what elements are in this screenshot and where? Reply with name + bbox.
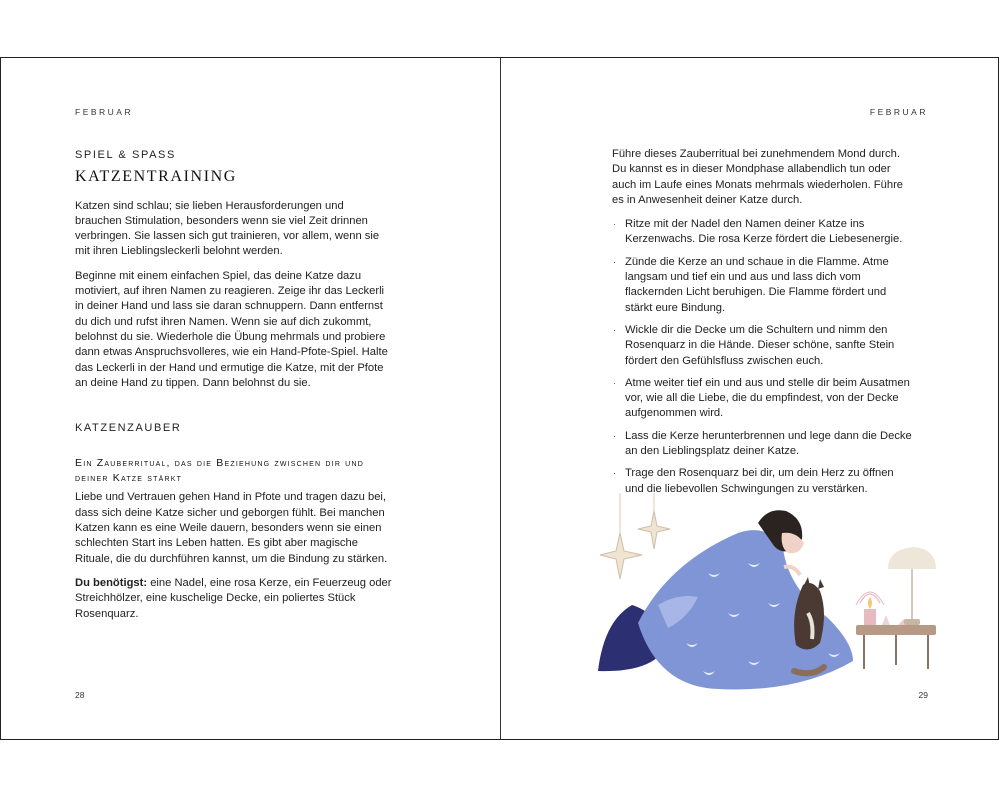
left-page (1, 58, 500, 739)
page-number-right: 29 (918, 690, 928, 700)
bullet-icon: · (613, 430, 616, 441)
left-column (75, 148, 393, 631)
ritual-subheading: Ein Zauberritual, das die Beziehung zwischen dir und deiner Katze stärkt (75, 457, 364, 485)
table-icon (856, 625, 936, 669)
ritual-paragraph: Liebe und Vertrauen gehen Hand in Pfote und tragen dazu bei, dass sich deine Katze sicher und geborgen fühlt. Bei manchen Katzen kann es eine Weile dauern, besonders wenn sie einen schlechten Start ins Leben hatten. Es gibt aber magische Rituale, die du durchführen kannst, um die Bindung zu stärken. (75, 491, 388, 565)
bullet-icon: · (613, 219, 616, 230)
list-item: · Trage den Rosenquarz bei dir, um dein Herz zu öffnen und die liebevollen Schwingungen zu verstärken. (613, 467, 894, 495)
lamp-icon (888, 547, 936, 625)
section-heading: KATZENZAUBER (75, 422, 182, 435)
bullet-icon: · (613, 256, 616, 267)
candle-icon (856, 592, 884, 625)
running-head-left: FEBRUAR (75, 107, 134, 117)
bullet-icon: · (613, 468, 616, 479)
list-item: · Wickle dir die Decke um die Schultern und nimm den Rosenquarz in die Hände. Dieser schöne, sanfte Stein fördert den Gefühlsfluss zwischen euch. (613, 323, 895, 367)
ritual-intro: Führe dieses Zauberritual bei zunehmendem Mond durch. Du kannst es in dieser Mondphase allabendlich tun oder auch im Laufe eines Monats mehrmals wiederholen. Führe es in Anwesenheit deiner Katze durch. (612, 148, 904, 206)
list-item: · Lass die Kerze herunterbrennen und lege dann die Decke an den Lieblingsplatz deiner Katze. (613, 429, 912, 458)
intro-paragraph: Katzen sind schlau; sie lieben Herausforderungen und brauchen Stimulation, besonders wenn sie viel Zeit drinnen verbringen. Sie lassen sich gut trainieren, vor allem, wenn sie mit ihren Lieblingsleckerli belohnt werden. (75, 199, 380, 258)
list-item: · Atme weiter tief ein und aus und stelle dir beim Ausatmen vor, wie all die Liebe, die du empfindest, von der Decke aufgenommen wird. (613, 376, 910, 420)
star-icon (638, 493, 670, 549)
bullet-icon: · (613, 324, 616, 335)
page-number-left: 28 (75, 690, 85, 700)
ritual-steps (612, 217, 912, 497)
ritual-illustration (598, 493, 938, 693)
section-kicker: SPIEL & SPASS (75, 149, 176, 161)
materials-paragraph (75, 576, 393, 622)
right-column (612, 147, 912, 504)
materials-label: Du benötigst: (75, 576, 148, 589)
materials-text: eine Nadel, eine rosa Kerze, ein Feuerzeug oder Streichhölzer, eine kuschelige Decke, ein poliertes Stück Rosenquarz. (75, 576, 392, 620)
running-head-right: FEBRUAR (869, 107, 928, 117)
list-item: · Zünde die Kerze an und schaue in die Flamme. Atme langsam und tief ein und aus und lass dich vom flackernden Licht beruhigen. Die Flamme fördert und stärkt eure Bindung. (613, 255, 889, 314)
list-item: · Ritze mit der Nadel den Namen deiner Katze ins Kerzenwachs. Die rosa Kerze fördert die Liebesenergie. (613, 218, 903, 246)
bullet-icon: · (613, 377, 616, 388)
star-icon (600, 493, 642, 579)
page-title: KATZENTRAINING (75, 168, 237, 186)
training-paragraph: Beginne mit einem einfachen Spiel, das deine Katze dazu motiviert, auf ihren Namen zu reagieren. Zeige ihr das Leckerli in deiner Hand und lass sie daran schnuppern. Dann entfernst du dich und rufst ihren Namen. Wenn sie auf dich zukommt, belohnst du sie. Wiederhole die Übung mehrmals und probiere dann etwas Anspruchsvolleres, wie ein Hand-Pfote-Spiel. Halte das Leckerli in der Hand und ermutige die Katze, mit der Pfote an deine Hand zu tippen. Dann belohnst du sie. (75, 269, 388, 389)
